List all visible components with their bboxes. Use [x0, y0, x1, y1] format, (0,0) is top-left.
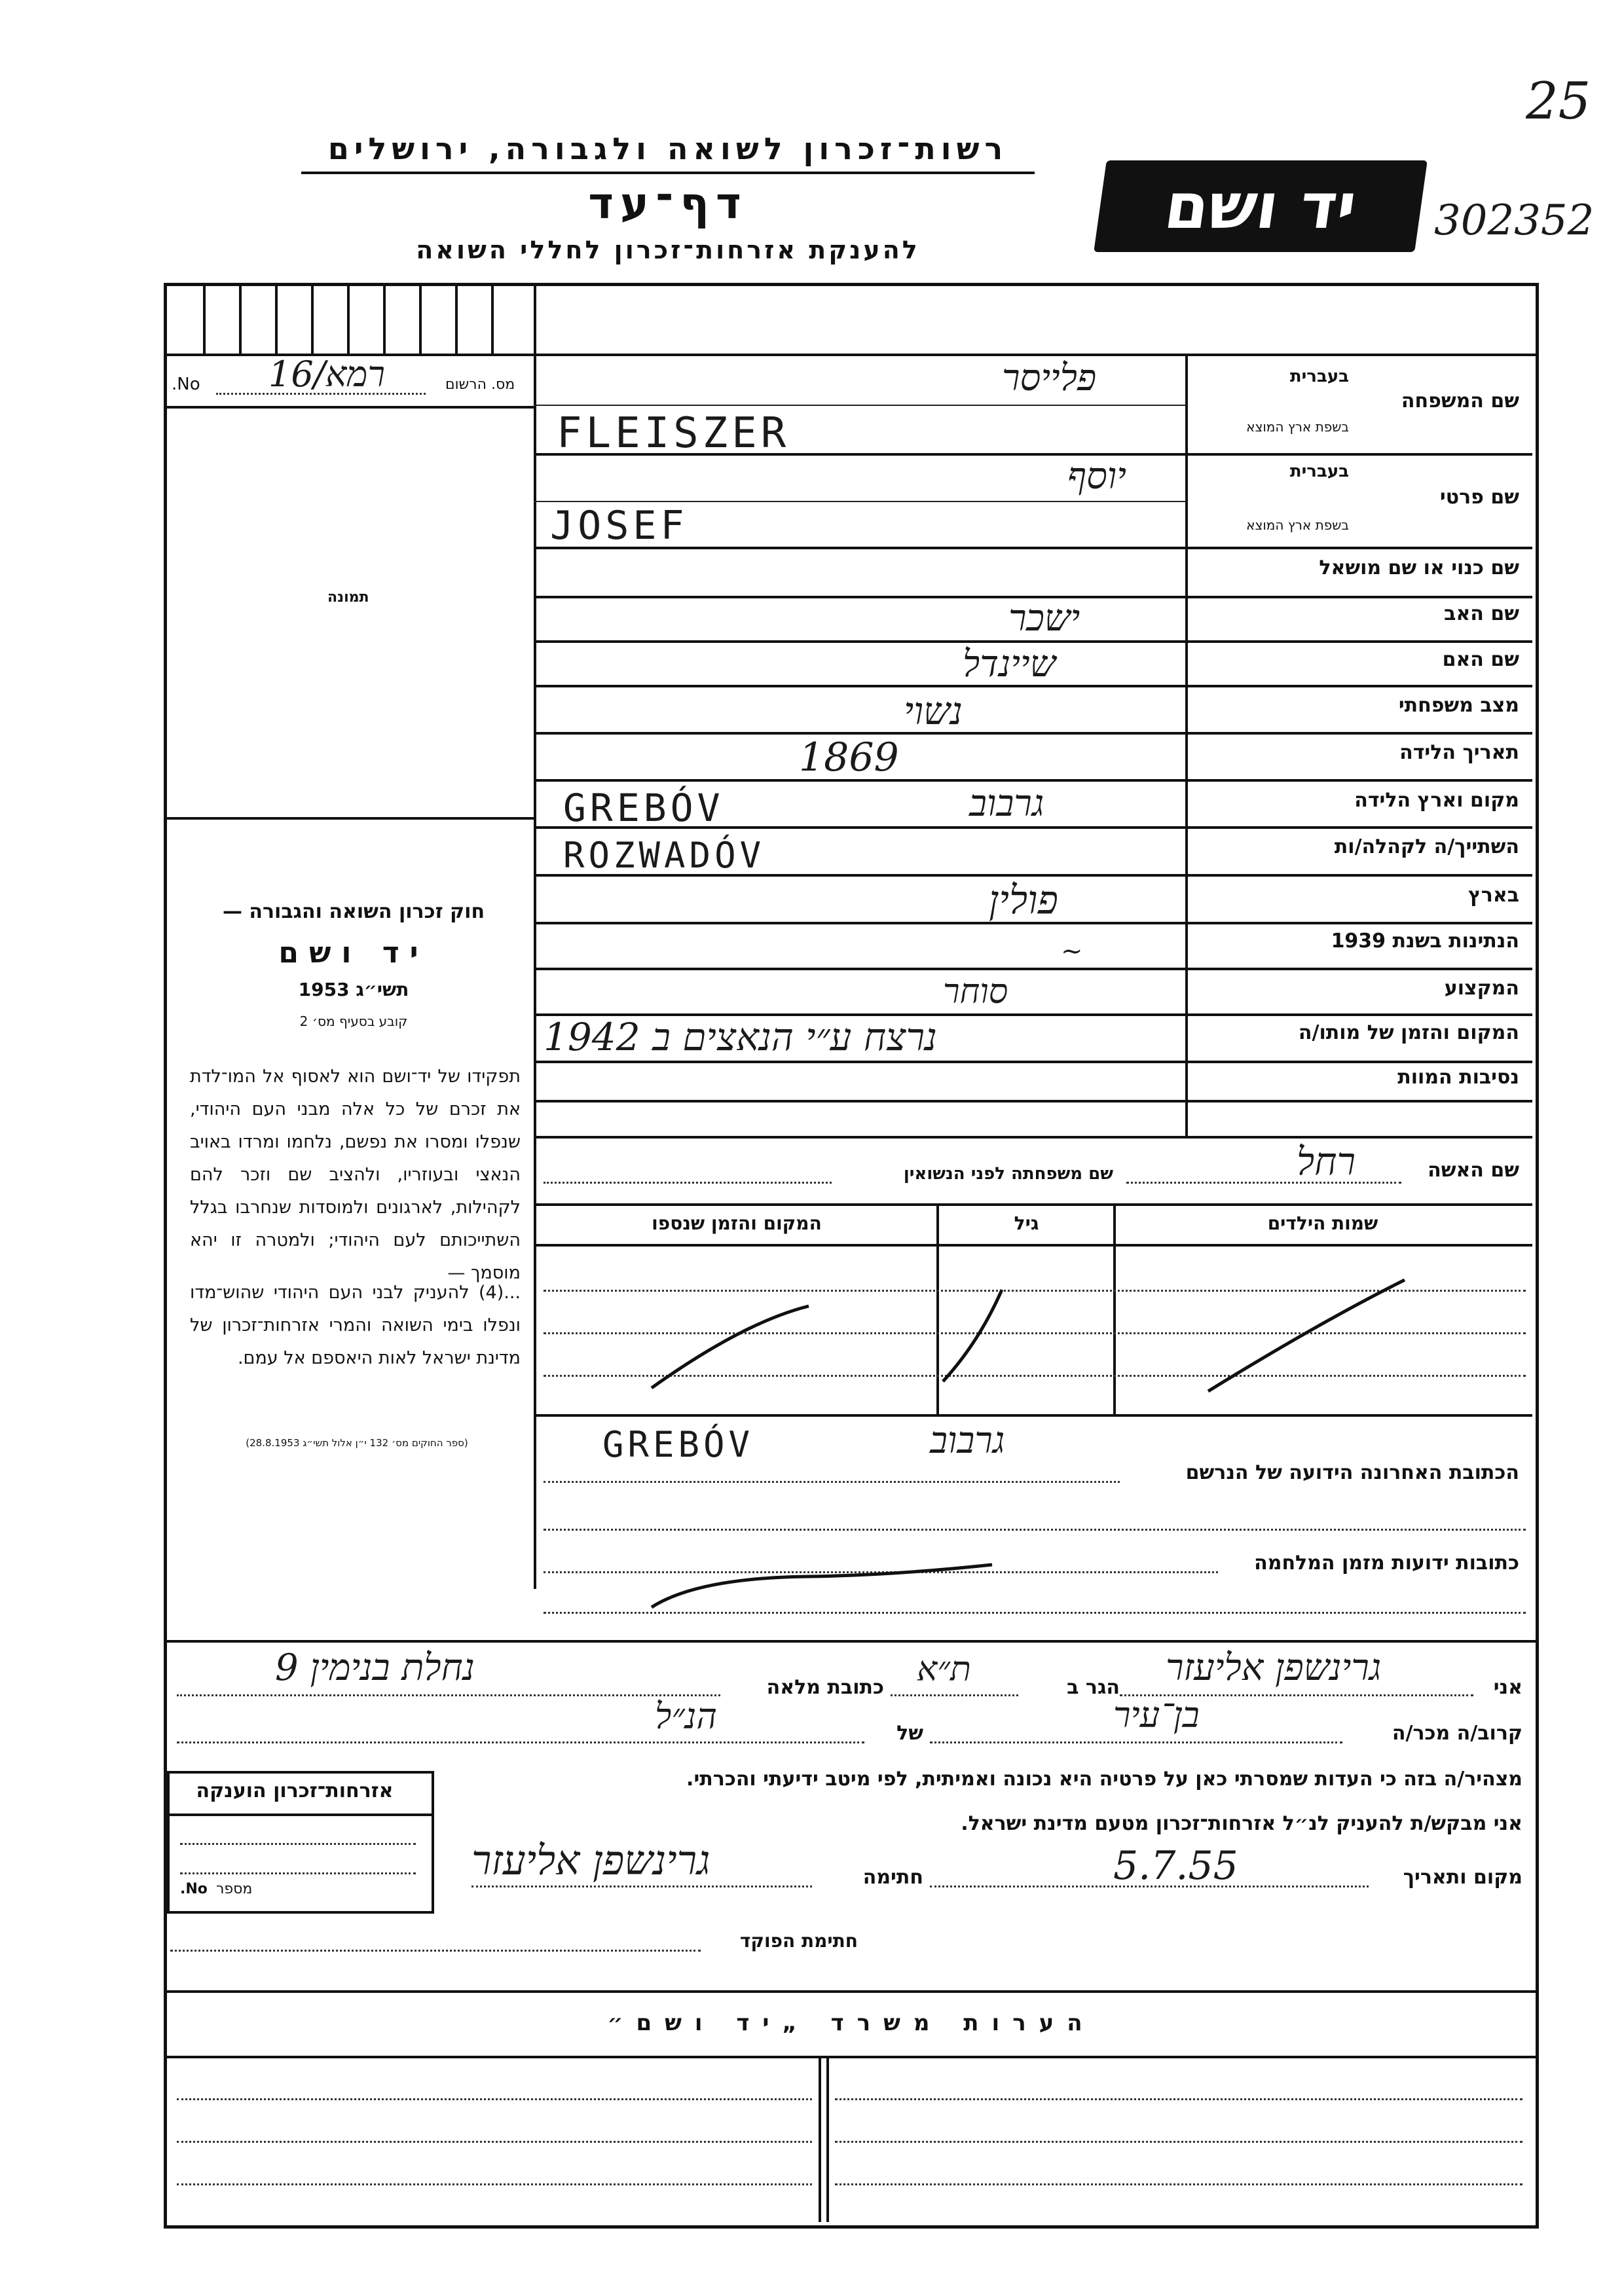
birthdate-value: 1869 [799, 735, 899, 780]
citizenship-number-label: מספר [216, 1881, 253, 1897]
citizenship-1939-value: ~ [1061, 936, 1083, 966]
firstname-origin-value: JOSEF [550, 503, 688, 549]
witness-address-label: כתובת מלאה [766, 1676, 884, 1699]
profession-value: סוחר [943, 972, 1008, 1011]
last-address-latin: GREBÓV [602, 1424, 754, 1465]
surname-hebrew-value: פלייסר [1002, 357, 1097, 399]
witness-resides-label: הגר ב [1067, 1676, 1120, 1699]
file-number: 302352 [1434, 196, 1595, 245]
children-strikeout [534, 1244, 1532, 1414]
page-subtitle: להענקת אזרחות־זכרון לחללי השואה [416, 236, 920, 264]
witness-name: גרינשפן אליעזר [1166, 1647, 1382, 1689]
birthplace-hebrew-value: גרבוב [969, 782, 1044, 825]
birthplace-label: מקום וארץ הלידה [1354, 789, 1519, 812]
wartime-address-strikeout [534, 1558, 1058, 1611]
signature-label: חתימה [862, 1866, 923, 1889]
nickname-label: שם כנוי או שם מושאל [1319, 556, 1519, 579]
wife-value: רחל [1297, 1139, 1356, 1184]
corner-number: 25 [1526, 72, 1591, 131]
witness-of-label: של [896, 1722, 923, 1745]
father-value: ישכר [1008, 597, 1080, 640]
marital-value: נשוי [904, 689, 963, 733]
citizenship-granted-title: אזרחות־זכרון הוענקה [196, 1779, 394, 1802]
wartime-address-label: כתובות ידועות מזמן המלחמה [1254, 1552, 1519, 1575]
yad-vashem-logo: יד ושם [1094, 160, 1428, 252]
last-address-hebrew: גרבוב [930, 1419, 1005, 1462]
photo-label: תמונה [327, 589, 369, 606]
mother-label: שם האם [1442, 648, 1519, 671]
registration-number: רמא/16 [268, 354, 385, 395]
surname-hebrew-sublabel: בעברית [1289, 367, 1349, 386]
law-section: קובע בסעיף מס׳ 2 [299, 1013, 408, 1029]
witness-signature: גרינשפן אליעזר [471, 1836, 710, 1884]
firstname-hebrew-sublabel: בעברית [1289, 462, 1349, 481]
witness-iam-label: אני [1493, 1676, 1522, 1699]
witness-relation: בן־עיר [1113, 1694, 1200, 1736]
death-label: המקום והזמן של מותו/ה [1298, 1021, 1519, 1044]
birthdate-label: תאריך הלידה [1399, 741, 1519, 764]
citizenship-number-en: No. [180, 1881, 208, 1897]
death-circumstances-label: נסיבות המוות [1397, 1066, 1519, 1089]
citizenship-1939-label: הנתינות בשנת 1939 [1331, 930, 1519, 953]
firstname-label: שם פרטי [1439, 486, 1519, 509]
law-paragraph-2: ...(4) להעניק לבני העם היהודי שהוש־מדו ונפלו בימי השואה והמרי אזרחות־זכרון של מדינת ישראל לאות היאספם אל עמם. [190, 1283, 521, 1368]
witness-city: ת״א [917, 1650, 971, 1689]
last-address-label: הכתובת האחרונה הידועה של הנרשם [1185, 1461, 1519, 1484]
community-value: ROZWADÓV [563, 835, 766, 876]
firstname-origin-sublabel: בשפת ארץ המוצא [1246, 517, 1349, 533]
law-paragraph-1: תפקידו של יד־ושם הוא לאסוף אל המו־לדת את זכרם של כל אלה מבני העם היהודי, שנפלו ומסרו את נפשם, נלחמו ומרדו באויב הנאצי ובעוזריו, ולהציב שם וזכר להם לקהילות, לארגונים ולמוסדות שנחרבו בגלל השתייכותם לעם היהודי; ולמטרה זו יהא מוסמך — [190, 1066, 521, 1283]
witness-request: אני מבקש/ת להעניק לנ״ל אזרחות־זכרון מטעם מדינת ישראל. [961, 1812, 1522, 1835]
father-label: שם האב [1444, 602, 1519, 625]
law-title: חוק זכרון השואה והגבורה — [222, 900, 485, 923]
children-age-header: גיל [1014, 1212, 1039, 1234]
country-value: פולין [989, 877, 1058, 923]
office-notes-title: הערות משרד „יד ושם״ [607, 2010, 1096, 2036]
surname-label: שם המשפחה [1401, 390, 1519, 412]
law-source: (ספר החוקים מס׳ 132 י״ן אלול תשי״ג 28.8.1953) [246, 1437, 468, 1449]
registration-label-en: No. [172, 374, 200, 394]
official-signature-label: חתימת הפוקד [739, 1930, 858, 1952]
registration-label: מס. הרשום [445, 376, 515, 393]
wife-label: שם האשה [1428, 1159, 1519, 1182]
surname-origin-value: FLEISZER [557, 409, 790, 458]
witness-declaration: מצהיר/ה בזה כי העדות שמסרתי כאן על פרטיה היא נכונה ואמיתית, לפי מיטב ידיעתי והכרתי. [686, 1768, 1522, 1791]
place-date-value: 5.7.55 [1113, 1843, 1238, 1889]
authority-line: רשות־זכרון לשואה ולגבורה, ירושלים [327, 131, 1008, 166]
mother-value: שיינדל [963, 643, 1056, 685]
marital-label: מצב משפחתי [1398, 694, 1519, 717]
witness-address: נחלת בנימין 9 [275, 1647, 475, 1689]
children-names-header: שמות הילדים [1267, 1212, 1378, 1234]
firstname-hebrew-value: יוסף [1067, 455, 1126, 498]
surname-origin-sublabel: בשפת ארץ המוצא [1246, 419, 1349, 435]
page-title: דף־עד [588, 178, 748, 228]
children-place-header: המקום והזמן שנספו [652, 1212, 822, 1234]
country-label: בארץ [1467, 884, 1519, 907]
place-date-label: מקום ותאריך [1403, 1866, 1522, 1889]
death-value: נרצח ע״י הנאצים ב 1942 [544, 1015, 937, 1059]
witness-relation-label: קרוב/ה מכר/ה [1392, 1722, 1522, 1745]
birthplace-latin-value: GREBÓV [563, 786, 724, 830]
profession-label: המקצוע [1444, 977, 1519, 1000]
witness-of-value: הנ״ל [655, 1696, 717, 1737]
law-year: תשי״ג 1953 [298, 979, 409, 1000]
law-name: יד ושם [278, 936, 429, 970]
community-label: השתייך/ה לקהלה/ות [1334, 835, 1519, 858]
maiden-name-label: שם משפחתה לפני הנשואין [903, 1164, 1113, 1184]
